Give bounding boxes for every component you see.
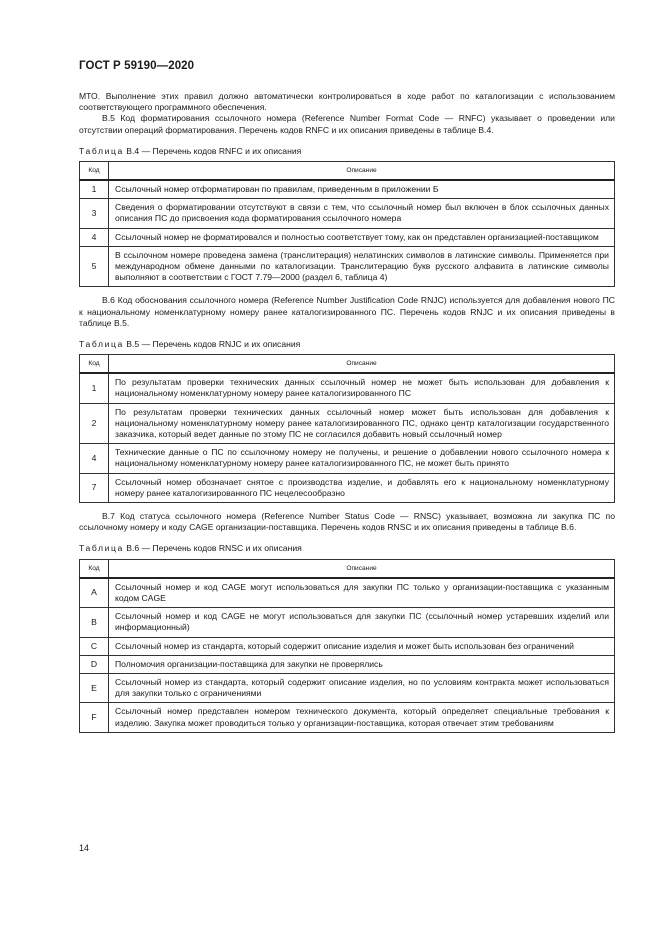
column-header-description: Описание [109,559,615,578]
page-number: 14 [79,843,90,853]
table-b4-caption-prefix: Таблица [79,145,124,156]
paragraph-b5: В.5 Код форматирования ссылочного номера (Reference Number Format Code — RNFC) указывает о проведении или отсутствии операций форматирования. Перечень кодов RNFC и их описания приведены в таблице В.4. [79,113,615,135]
table-row [80,655,615,673]
table-header-row [80,162,615,181]
table-b6 [79,559,615,733]
column-header-description: Описание [109,162,615,181]
code-cell: 4 [80,444,109,473]
code-cell: 1 [80,373,109,403]
table-b5-caption-text: В.5 — Перечень кодов RNJC и их описания [123,339,301,350]
description-cell: По результатам проверки технических данных ссылочный номер может быть использован для добавления к национальному номенклатурному номеру ранее каталогизированного ПС, однако центр каталогизации государственного заказчика, который ведет данные по этому ПС не согласился добавить новый ссылочный номер [109,403,615,444]
column-header-description: Описание [109,355,615,374]
table-row [80,246,615,287]
code-cell: 1 [80,180,109,199]
code-cell: 3 [80,199,109,228]
code-cell: 7 [80,473,109,502]
table-row [80,180,615,199]
description-cell: Сведения о форматировании отсутствуют в связи с тем, что ссылочный номер был включен в блок ссылочных данных описания ПС до присвоения кода форматирования ссылочного номера [109,199,615,228]
table-row [80,403,615,444]
table-b5-caption-prefix: Таблица [79,339,124,350]
table-header-row [80,559,615,578]
table-b4-caption-text: В.4 — Перечень кодов RNFC и их описания [123,145,302,156]
table-row [80,444,615,473]
code-cell: C [80,637,109,655]
paragraph-b6: В.6 Код обоснования ссылочного номера (Reference Number Justification Code RNJC) используется для добавления нового ПС к национальному номенклатурному номеру ранее каталогизированного ПС. Перечень кодов RNJC и их описания приведены в таблице В.5. [79,295,615,328]
code-cell: A [80,578,109,608]
table-row [80,703,615,732]
table-row [80,473,615,502]
code-cell: E [80,673,109,702]
table-row [80,637,615,655]
table-b6-caption-prefix: Таблица [79,543,124,554]
code-cell: 4 [80,228,109,246]
table-b6-caption [79,543,615,554]
description-cell: Ссылочный номер не форматировался и полностью соответствует тому, как он представлен организацией-поставщиком [109,228,615,246]
code-cell: 2 [80,403,109,444]
code-cell: 5 [80,246,109,287]
intro-paragraph: МТО. Выполнение этих правил должно автоматически контролироваться в ходе работ по каталогизации с использованием соответствующего программного обеспечения. [79,91,615,113]
description-cell: Ссылочный номер и код CAGE могут использоваться для закупки ПС только у организации-поставщика с указанным кодом CAGE [109,578,615,608]
description-cell: Полномочия организации-поставщика для закупки не проверялись [109,655,615,673]
table-row [80,578,615,608]
column-header-code: Код [80,355,109,374]
column-header-code: Код [80,559,109,578]
table-b5 [79,354,615,503]
document-title: ГОСТ Р 59190—2020 [79,60,195,72]
table-b4-caption [79,146,615,157]
table-row [80,673,615,702]
table-row [80,228,615,246]
description-cell: Ссылочный номер отформатирован по правилам, приведенным в приложении Б [109,180,615,199]
table-b6-caption-text: В.6 — Перечень кодов RNSC и их описания [123,543,302,554]
description-cell: В ссылочном номере проведена замена (транслитерация) нелатинских символов в латинские символы. Применяется при международном обмене данными по каталогизации. Транслитерацию букв русского алфавита в латинские символы выполняют в соответствии с ГОСТ 7.79—2000 (раздел 6, таблица 4) [109,246,615,287]
code-cell: D [80,655,109,673]
table-b4 [79,161,615,287]
paragraph-b7: В.7 Код статуса ссылочного номера (Reference Number Status Code — RNSC) указывает, возможна ли закупка ПС по ссылочному номеру и коду CAGE организации-поставщика. Перечень кодов RNSC и их описания приведены в таблице В.6. [79,511,615,533]
table-row [80,199,615,228]
document-body [79,91,615,741]
description-cell: По результатам проверки технических данных ссылочный номер не может быть использован для добавления к национальному номенклатурному номеру ранее каталогизированного ПС [109,373,615,403]
table-row [80,608,615,637]
column-header-code: Код [80,162,109,181]
description-cell: Ссылочный номер обозначает снятое с производства изделие, и добавлять его к национальному номенклатурному номеру ранее каталогизированного ПС нецелесообразно [109,473,615,502]
table-row [80,373,615,403]
description-cell: Ссылочный номер из стандарта, который содержит описание изделия, но по условиям контракта может использоваться для закупки только с ограничениями [109,673,615,702]
description-cell: Ссылочный номер и код CAGE не могут использоваться для закупки ПС (ссылочный номер устаревших изделий или информационный) [109,608,615,637]
code-cell: B [80,608,109,637]
description-cell: Технические данные о ПС по ссылочному номеру не получены, и решение о добавлении нового ссылочного номера к национальному номенклатурному номеру ранее каталогизированного ПС, не может быть принято [109,444,615,473]
table-b5-caption [79,339,615,350]
description-cell: Ссылочный номер из стандарта, который содержит описание изделия и может быть использован без ограничений [109,637,615,655]
description-cell: Ссылочный номер представлен номером технического документа, который определяет специальные требования к изделию. Закупка может проводиться только у организации-поставщика, которая отвечает этим требованиям [109,703,615,732]
code-cell: F [80,703,109,732]
table-header-row [80,355,615,374]
